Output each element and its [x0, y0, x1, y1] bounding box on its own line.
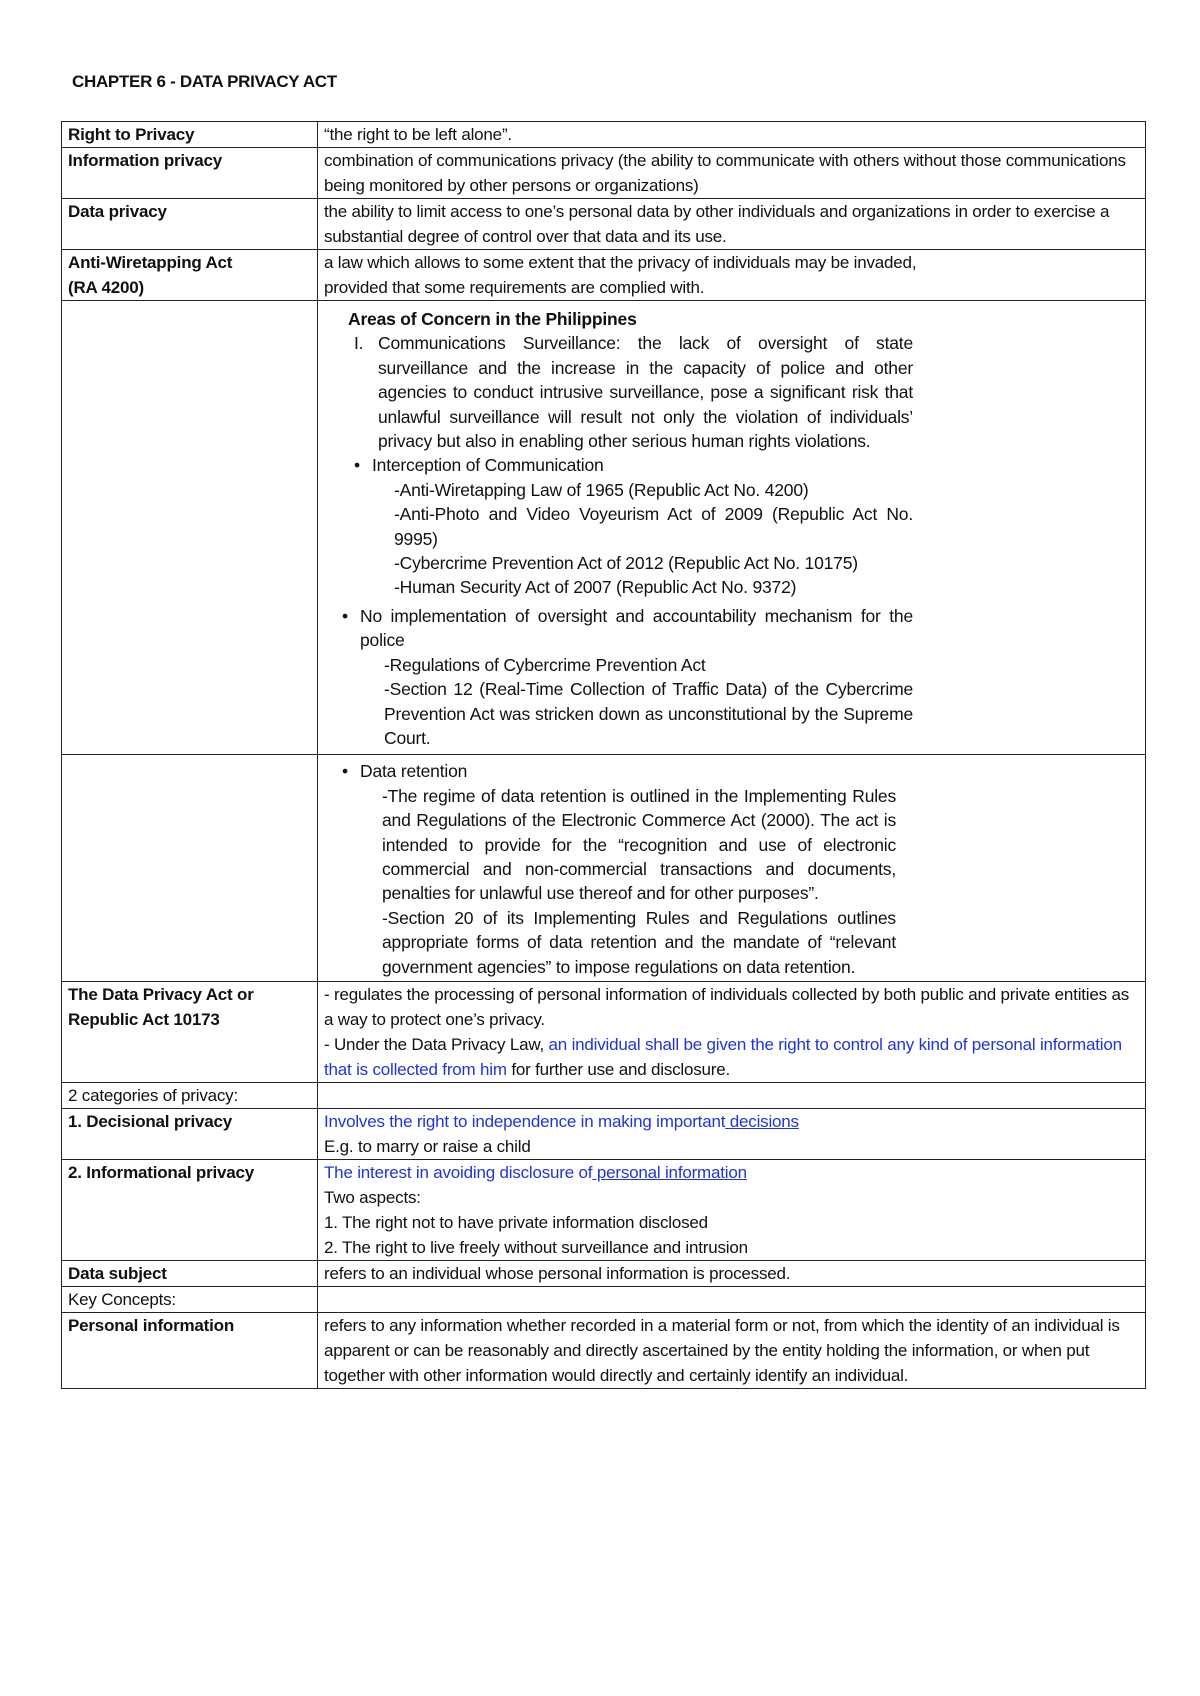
sub-item: -Regulations of Cybercrime Prevention Act [384, 654, 706, 675]
table-row [62, 981, 1146, 1082]
definition-cell: refers to any information whether recorded in a material form or not, from which the identity of an individual is apparent or can be reasonably and directly ascertained by the entity holding the information, or when put together with other information would directly and certainly identify an individual. [318, 1312, 1146, 1388]
term-cell-empty [62, 755, 318, 982]
bullet-icon: • [354, 455, 360, 476]
term-line: (RA 4200) [68, 278, 144, 297]
definition-cell [318, 981, 1146, 1082]
bullet-text: Interception of Communication [372, 455, 604, 476]
table-row [62, 1159, 1146, 1260]
table-row [62, 1312, 1146, 1388]
bullet-item [348, 453, 913, 477]
sub-item: -Human Security Act of 2007 (Republic Act No. 9372) [394, 577, 797, 598]
sub-item: -Cybercrime Prevention Act of 2012 (Republic Act No. 10175) [394, 553, 858, 574]
table-row [62, 1286, 1146, 1312]
term-cell: Information privacy [62, 148, 318, 199]
term-line: Anti-Wiretapping Act [68, 253, 233, 272]
definition-paragraph: - regulates the processing of personal information of individuals collected by both public and private entities as a way to protect one’s privacy. [324, 984, 1130, 1029]
privacy-terms-table [61, 121, 1146, 1389]
highlighted-text: Involves the right to independence in making important [324, 1111, 726, 1131]
sub-item: -The regime of data retention is outlined in the Implementing Rules and Regulations of the Electronic Commerce Act (2000). The act is intended to provide for the “recognition and use of electronic commercial and non-commercial transactions and documents, penalties for unlawful use thereof and for other purposes”. [382, 785, 896, 904]
term-line: Republic Act 10173 [68, 1009, 220, 1029]
table-row [62, 755, 1146, 982]
definition-line: 2. The right to live freely without surveillance and intrusion [324, 1237, 748, 1257]
table-row [62, 1082, 1146, 1108]
highlighted-text: an individual shall be given the right to control any kind of personal information that is collected from him [324, 1034, 1122, 1079]
hyperlink-text[interactable]: personal information [592, 1162, 747, 1182]
data-retention-cell [318, 755, 1146, 982]
sub-item: -Anti-Wiretapping Law of 1965 (Republic Act No. 4200) [394, 479, 809, 500]
section-label: 2 categories of privacy: [62, 1082, 318, 1108]
definition-cell [318, 250, 1146, 301]
sub-item: -Anti-Photo and Video Voyeurism Act of 2009 (Republic Act No. 9995) [394, 504, 913, 549]
term-cell: Personal information [62, 1312, 318, 1388]
term-cell: 1. Decisional privacy [62, 1108, 318, 1159]
numbered-item [348, 331, 913, 453]
definition-cell: “the right to be left alone”. [318, 122, 1146, 148]
term-cell: Right to Privacy [62, 122, 318, 148]
table-row [62, 1260, 1146, 1286]
term-cell: Data subject [62, 1260, 318, 1286]
definition-cell [318, 1159, 1146, 1260]
term-line: The Data Privacy Act or [68, 984, 254, 1004]
table-row [62, 250, 1146, 301]
item-number: I. [354, 333, 364, 354]
sub-item: -Section 12 (Real-Time Collection of Traffic Data) of the Cybercrime Prevention Act was stricken down as unconstitutional by the Supreme Court. [384, 679, 913, 748]
bullet-icon: • [342, 761, 348, 782]
definition-line [324, 1109, 1139, 1134]
areas-of-concern-block [324, 301, 913, 754]
bullet-text: Data retention [360, 761, 468, 782]
section-label: Key Concepts: [62, 1286, 318, 1312]
definition-line: a law which allows to some extent that the privacy of individuals may be invaded, [324, 253, 917, 272]
definition-text: for further use and disclosure. [506, 1059, 731, 1079]
term-cell: Data privacy [62, 199, 318, 250]
definition-cell: refers to an individual whose personal information is processed. [318, 1260, 1146, 1286]
definition-line [324, 1160, 1139, 1185]
table-row [62, 1108, 1146, 1159]
term-cell-empty [62, 301, 318, 755]
definition-line: Two aspects: [324, 1187, 421, 1207]
definition-cell [318, 1108, 1146, 1159]
term-cell: 2. Informational privacy [62, 1159, 318, 1260]
definition-cell-empty [318, 1082, 1146, 1108]
definition-cell-empty [318, 1286, 1146, 1312]
definition-cell: combination of communications privacy (the ability to communicate with others without those communications being monitored by other persons or organizations) [318, 148, 1146, 199]
bullet-item [336, 759, 896, 783]
table-row [62, 122, 1146, 148]
table-row [62, 301, 1146, 755]
bullet-text: No implementation of oversight and accountability mechanism for the police [360, 605, 913, 651]
sub-item: -Section 20 of its Implementing Rules and Regulations outlines appropriate forms of data retention and the mandate of “relevant government agencies” to impose regulations on data retention. [382, 907, 896, 977]
data-retention-block [324, 755, 896, 981]
areas-of-concern-cell [318, 301, 1146, 755]
definition-line: 1. The right not to have private information disclosed [324, 1212, 708, 1232]
definition-text: - Under the Data Privacy Law, [324, 1034, 549, 1054]
highlighted-text: The interest in avoiding disclosure of [324, 1162, 593, 1182]
bullet-icon: • [342, 605, 348, 626]
item-text: Communications Surveillance: the lack of oversight of state surveillance and the increase in the capacity of police and other agencies to conduct intrusive surveillance, pose a significant risk that unlawful surveillance will result not only the violation of individuals’ privacy but also in enabling other serious human rights violations. [378, 333, 913, 452]
definition-line: E.g. to marry or raise a child [324, 1136, 531, 1156]
term-cell [62, 981, 318, 1082]
chapter-title: CHAPTER 6 - DATA PRIVACY ACT [72, 72, 337, 91]
term-cell [62, 250, 318, 301]
definition-line: provided that some requirements are complied with. [324, 278, 705, 297]
table-row [62, 148, 1146, 199]
table-row [62, 199, 1146, 250]
definition-cell: the ability to limit access to one’s personal data by other individuals and organizations in order to exercise a substantial degree of control over that data and its use. [318, 199, 1146, 250]
hyperlink-text[interactable]: decisions [725, 1111, 799, 1131]
areas-of-concern-heading: Areas of Concern in the Philippines [348, 309, 637, 329]
bullet-item [336, 604, 913, 653]
definition-paragraph [324, 1032, 1139, 1082]
